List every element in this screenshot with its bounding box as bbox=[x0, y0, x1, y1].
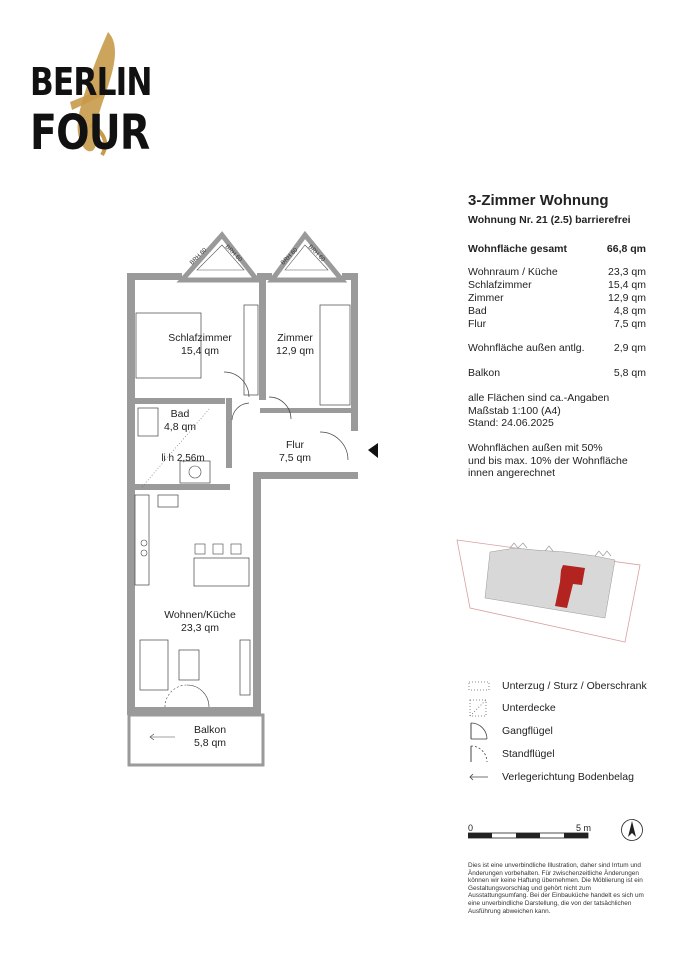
room-name: Balkon bbox=[193, 724, 227, 736]
room-name: Flur bbox=[285, 439, 305, 451]
window-tag: BRH 60 bbox=[189, 247, 209, 267]
info-note: alle Flächen sind ca.-Angaben Maßstab 1:100 (A4) Stand: 24.06.2025 bbox=[468, 392, 610, 429]
area-value: 15,4 qm bbox=[608, 279, 646, 291]
disclaimer: Dies ist eine unverbindliche Illustration, daher sind Irrtum und Änderungen vorbehalten. Für zwischenzeitliche Änderungen können wir keine Haftung übernehmen. Die Möblierung ist ein Gestaltungsvorschlag und gehört nicht zum Ausstattungsumfang. Bei der Einbauküche handelt es sich um eine unverbindliche Darstellung, die von der tatsächlichen Ausführung abweichen kann. bbox=[468, 862, 644, 915]
total-area-row bbox=[468, 243, 646, 255]
site-plan bbox=[455, 530, 655, 645]
area-row bbox=[468, 292, 646, 304]
legend-label: Gangflügel bbox=[502, 725, 553, 737]
floor-plan bbox=[120, 225, 385, 770]
area-row bbox=[468, 305, 646, 317]
area-row bbox=[468, 266, 646, 278]
room-label-balkon bbox=[180, 724, 240, 750]
area-label: Zimmer bbox=[468, 292, 504, 304]
legend-label: Unterdecke bbox=[502, 702, 556, 714]
outside-area-row bbox=[468, 342, 646, 354]
legend-label: Standflügel bbox=[502, 748, 555, 760]
area-value: 23,3 qm bbox=[608, 266, 646, 278]
legend-item bbox=[468, 680, 647, 692]
area-label: Flur bbox=[468, 318, 487, 330]
room-name: Schlafzimmer bbox=[168, 332, 232, 344]
total-area-label: Wohnfläche gesamt bbox=[468, 243, 567, 255]
dotted-square-icon bbox=[468, 699, 490, 717]
room-name: Bad bbox=[170, 408, 190, 420]
legend-item bbox=[468, 722, 553, 740]
balcony-area-row bbox=[468, 367, 646, 379]
legend-item bbox=[468, 771, 634, 783]
door-swing-icon bbox=[468, 722, 490, 740]
legend-item bbox=[468, 699, 556, 717]
scale-bar bbox=[468, 832, 598, 840]
room-area: 5,8 qm bbox=[193, 737, 227, 749]
window-tag: BRH 60 bbox=[223, 244, 243, 264]
outside-note: Wohnflächen außen mit 50% und bis max. 10% der Wohnfläche innen angerechnet bbox=[468, 442, 628, 479]
double-arrow-icon bbox=[468, 772, 490, 782]
room-area: 7,5 qm bbox=[278, 452, 312, 464]
legend-label: Unterzug / Sturz / Oberschrank bbox=[502, 680, 647, 692]
area-value: 4,8 qm bbox=[613, 305, 646, 317]
page-subtitle: Wohnung Nr. 21 (2.5) barrierefrei bbox=[468, 214, 631, 226]
balcony-area-label: Balkon bbox=[468, 367, 501, 379]
room-extra-label: li h 2,56m bbox=[161, 453, 205, 464]
room-label-wohnen bbox=[150, 609, 250, 635]
dashed-swing-icon bbox=[468, 745, 490, 763]
berlin-four-logo bbox=[30, 30, 152, 165]
room-label-zimmer bbox=[265, 332, 325, 358]
area-value: 12,9 qm bbox=[608, 292, 646, 304]
logo-line1: BERLIN bbox=[30, 60, 152, 104]
total-area-value: 66,8 qm bbox=[606, 243, 646, 255]
room-area: 12,9 qm bbox=[276, 345, 314, 357]
scale-end-label: 5 m bbox=[576, 823, 592, 833]
outside-area-value: 2,9 qm bbox=[613, 342, 646, 354]
area-value: 7,5 qm bbox=[613, 318, 646, 330]
area-label: Wohnraum / Küche bbox=[468, 266, 558, 278]
legend-label: Verlegerichtung Bodenbelag bbox=[502, 771, 634, 783]
area-row bbox=[468, 279, 646, 291]
room-label-flur bbox=[265, 439, 325, 465]
room-area: 23,3 qm bbox=[181, 622, 219, 634]
outside-area-label: Wohnfläche außen antlg. bbox=[468, 342, 585, 354]
logo-line2: FOUR bbox=[30, 105, 150, 161]
entrance-marker bbox=[368, 443, 378, 458]
scale-start-label: 0 bbox=[468, 823, 474, 833]
area-label: Schlafzimmer bbox=[468, 279, 532, 291]
window-tag: BRH 60 bbox=[306, 244, 326, 264]
page-title: 3-Zimmer Wohnung bbox=[468, 192, 609, 209]
window-tag: BRH 60 bbox=[280, 247, 300, 267]
room-label-schlafzimmer bbox=[150, 332, 250, 358]
room-area: 4,8 qm bbox=[163, 421, 197, 433]
north-arrow-icon bbox=[620, 818, 644, 842]
area-row bbox=[468, 318, 646, 330]
dotted-rect-icon bbox=[468, 681, 490, 691]
room-name: Wohnen/Küche bbox=[164, 609, 236, 621]
room-area: 15,4 qm bbox=[181, 345, 219, 357]
balcony-area-value: 5,8 qm bbox=[613, 367, 646, 379]
room-name: Zimmer bbox=[277, 332, 313, 344]
legend-item bbox=[468, 745, 555, 763]
room-label-bad bbox=[150, 408, 210, 434]
area-label: Bad bbox=[468, 305, 487, 317]
